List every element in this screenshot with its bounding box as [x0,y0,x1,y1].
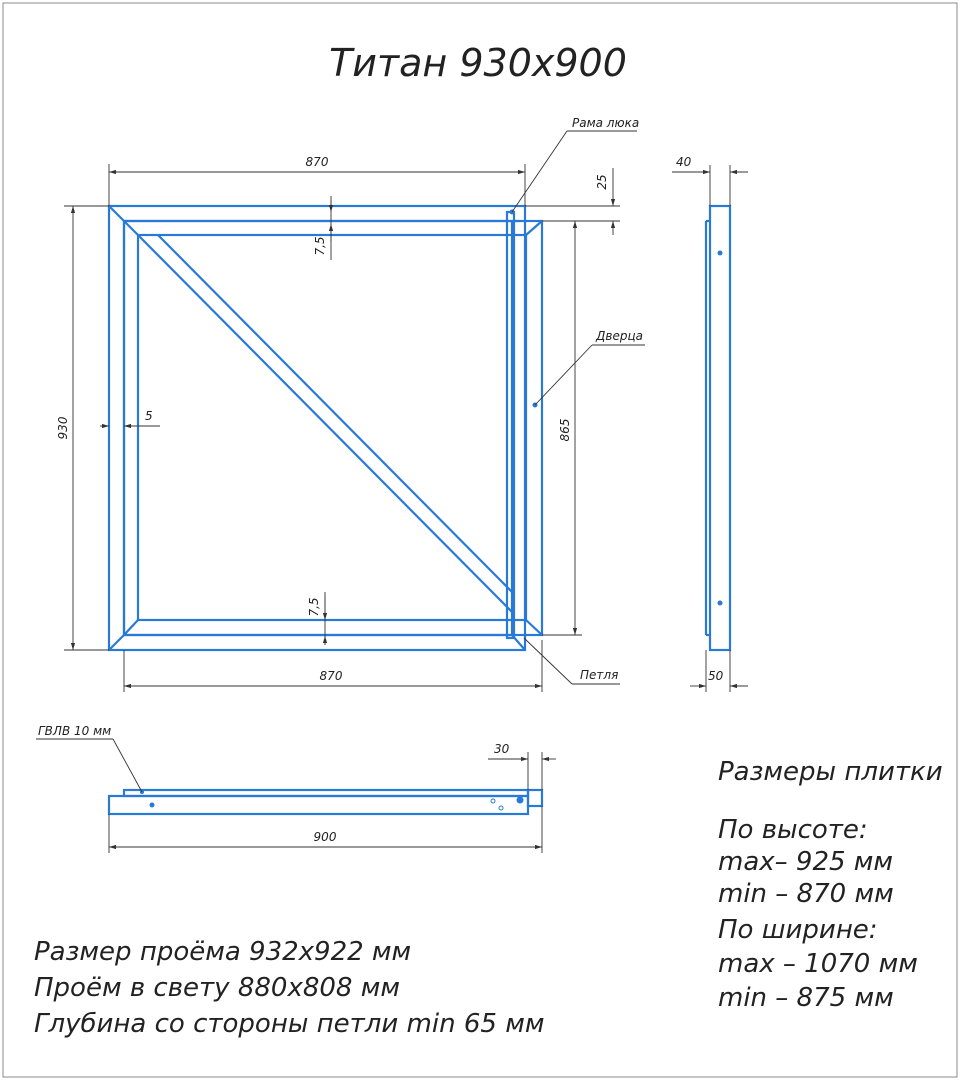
dim-gap-top: 7,5 [313,236,327,256]
diagonal-brace-a [138,235,512,612]
frame-corner-bl [109,635,124,650]
dim-side-top-depth: 40 [676,155,692,169]
dim-bottom-offset: 30 [494,742,510,756]
door-corner-tr [526,221,542,235]
dim-gap-bottom: 7,5 [307,597,321,617]
side-profile-main [710,206,730,650]
tile-width-label: По ширине: [718,915,878,945]
hatch-frame-outer [109,206,525,650]
label-frame: Рама люка [572,116,640,130]
frame-corner-tl [109,206,124,221]
label-hinge: Петля [580,668,619,682]
dim-side-bottom-depth: 50 [708,669,724,683]
bottom-profile [109,796,528,814]
note-clear-opening: Проём в свету 880х808 мм [34,973,400,1003]
tile-heading: Размеры плитки [718,757,943,787]
door-corner-br [526,620,542,635]
diagonal-brace-b [158,235,512,592]
dim-height: 930 [56,416,70,440]
tile-height-min: min – 870 мм [718,879,894,909]
dim-bottom-width: 870 [319,669,343,683]
side-view [672,155,748,692]
label-door: Дверца [596,329,643,343]
bottom-view [36,724,556,853]
tile-height-max: max– 925 мм [718,847,894,877]
hinge-strip [507,212,514,638]
note-opening-size: Размер проёма 932х922 мм [34,937,412,967]
dim-door-height: 865 [558,418,572,442]
label-board: ГВЛВ 10 мм [38,724,112,738]
dim-bottom-total-width: 900 [313,830,337,844]
side-bolt-top [718,251,723,256]
tile-height-label: По высоте: [718,815,868,845]
tile-width-min: min – 875 мм [718,983,894,1013]
note-hinge-depth: Глубина со стороны петли min 65 мм [34,1009,545,1039]
front-view [56,116,645,692]
drawing-title: Титан 930х900 [329,41,627,85]
bottom-hinge [528,790,542,806]
tile-sizes [718,757,943,1013]
door-corner-tl [124,221,138,235]
bottom-bolt-left [150,803,155,808]
door-corner-bl [124,620,138,635]
side-bolt-bottom [718,601,723,606]
bottom-hinge-pin [517,797,524,804]
dim-offset-top: 25 [595,174,609,190]
tile-width-max: max – 1070 мм [718,949,918,979]
dim-top-width: 870 [305,155,329,169]
dim-side-gap: 5 [145,409,153,423]
frame-leader-dot [510,210,515,215]
opening-notes [34,937,544,1039]
hatch-frame-inner [124,221,512,635]
